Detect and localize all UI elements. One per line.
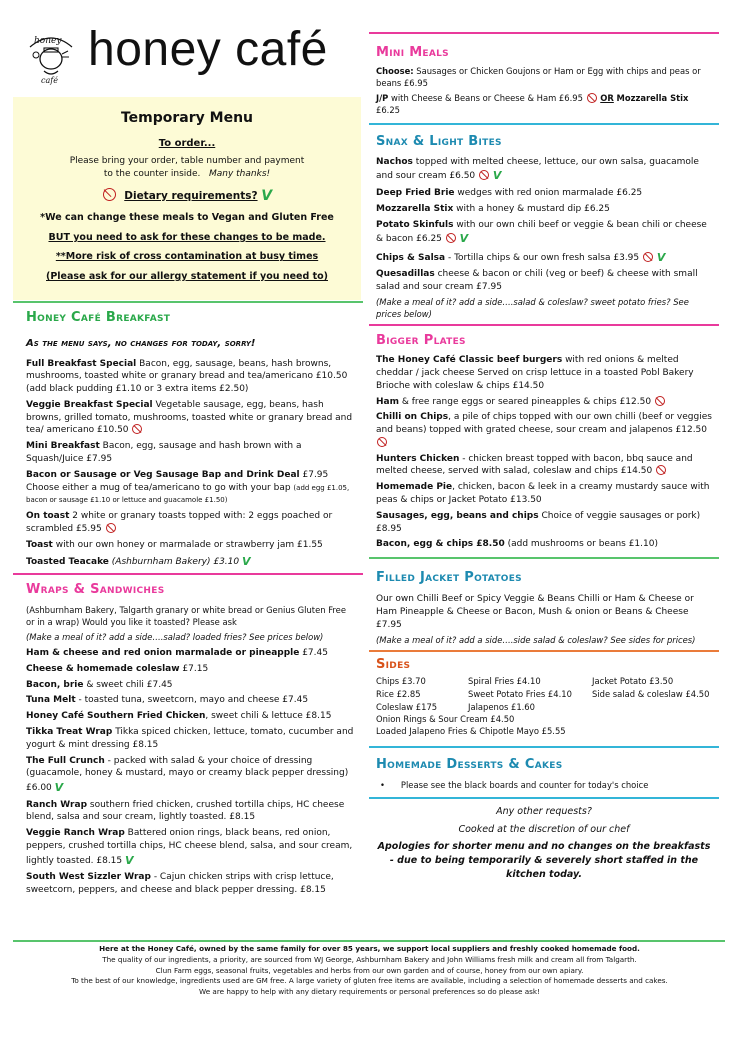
side-item: Spiral Fries £4.10 [468,676,541,687]
menu-item: Mozzarella Stix with a honey & mustard dip £6.25 [376,203,610,214]
footer [22,944,717,998]
menu-item: Full Breakfast Special Bacon, egg, sausage, beans, hash browns, mushrooms, toasted white or granary bread and tea/americano £10.50 (add black pudding £1.10 or 3 extra items £2.50) [26,358,348,395]
jacket-text: Our own Chilli Beef or Spicy Veggie & Beans Chilli or Ham & Cheese or Ham Pineapple & Cheese or Bacon, Mush & onion or Beans & Cheese £7.95 [376,594,694,631]
divider [13,573,363,575]
menu-item: Cheese & homemade coleslaw £7.15 [26,663,209,674]
contamination-note: **More risk of cross contamination at busy times [55,251,319,263]
menu-item: Toasted Teacake (Ashburnham Bakery) £3.10 V [26,555,251,569]
wraps-intro: (Ashburnham Bakery, Talgarth granary or white bread or Genius Gluten Free or in a wrap) Would you like it toasted? Please ask [26,605,346,628]
wraps-meal-note: (Make a meal of it? add a side….salad? loaded fries? See prices below) [26,632,324,643]
no-gluten-icon [479,170,489,180]
side-item: Jacket Potato £3.50 [592,676,674,687]
footer-line: Clun Farm eggs, seasonal fruits, vegetables and herbs from our own garden and of course, honey from our own apiary. [155,965,584,975]
jacket-heading: Filled Jacket Potatoes [376,570,522,586]
side-item: Chips £3.70 [376,676,426,687]
no-gluten-icon [106,523,116,533]
vegan-gf-note: *We can change these meals to Vegan and Gluten Free [40,212,334,224]
footer-line: We are happy to help with any dietary requirements or personal preferences so do please ask! [199,987,540,997]
menu-item: Deep Fried Brie wedges with red onion marmalade £6.25 [376,187,643,198]
side-item: Jalapenos £1.60 [468,702,535,712]
breakfast-heading: Honey Café Breakfast [26,310,171,325]
menu-item: Veggie Ranch Wrap Battered onion rings, black beans, red onion, peppers, crushed tortilla chips, HC cheese blend, salsa, and sour cream, lightly toasted. £8.15 V [26,828,353,867]
side-item [592,702,722,714]
menu-item: Mini Breakfast Bacon, egg, sausage and hash brown with a Squash/Juice £7.95 [26,441,302,464]
no-gluten-icon [132,424,142,434]
dietary-line [13,187,361,207]
no-gluten-icon [655,396,665,406]
chef-note: Cooked at the discretion of our chef [458,823,630,835]
no-gluten-icon [643,252,653,262]
vegan-leaf-icon: V [54,781,64,795]
order-instruction-line1: Please bring your order, table number and payment [69,156,305,167]
mini-meals-heading: Mini Meals [376,45,449,60]
desserts-note: • Please see the black boards and counter for today's choice [380,780,649,791]
menu-item: J/P with Cheese & Beans or Cheese & Ham £6.95 OR Mozzarella Stix £6.25 [376,93,689,116]
footer-line: The quality of our ingredients, a priority, are sourced from WJ George, Ashburnham Bakery and John Williams fresh milk and cream all from Talgarth. [102,954,637,964]
menu-item: The Honey Café Classic beef burgers with red onions & melted cheddar / jack cheese Served on crisp lettuce in a toasted Pobl Bakery Brioche with coleslaw & chips £14.50 [376,355,694,391]
menu-item: Sausages, egg, beans and chips Choice of veggie sausages or pork) £8.95 [376,510,701,534]
menu-item: Tikka Treat Wrap Tikka spiced chicken, lettuce, tomato, cucumber and yogurt & mint dressing £8.15 [26,727,354,750]
side-item: Loaded Jalapeno Fries & Chipotle Mayo £5.55 [376,725,566,736]
divider [369,123,719,125]
no-gluten-icon [103,188,116,201]
brand-name: honey café [88,23,328,76]
footer-line: Here at the Honey Café, owned by the same family for over 85 years, we support local suppliers and freshly cooked homemade food. [99,944,640,953]
ask-note: BUT you need to ask for these changes to be made. [48,231,326,243]
menu-item: Nachos topped with melted cheese, lettuce, our own salsa, guacamole and sour cream £6.50 V [376,156,699,183]
vegan-leaf-icon: V [656,250,666,264]
divider [369,746,719,748]
vegan-leaf-icon: V [261,187,273,204]
side-item: Coleslaw £175 [376,702,438,712]
divider [13,301,363,303]
sides-table [376,676,712,714]
bigger-plates-heading: Bigger Plates [376,332,466,348]
svg-text:honey: honey [34,36,62,46]
menu-item: Ranch Wrap southern fried chicken, crushed tortilla chips, HC cheese blend, salsa and sour cream, lightly toasted. £8.15 [26,799,345,823]
order-instruction-line2: to the counter inside. Many thanks! [103,168,271,179]
menu-item: Chilli on Chips, a pile of chips topped with our own chilli (beef or veggies and beans) topped with grated cheese, sour cream and jalapenos £12.50 [376,411,712,449]
honey-pot-logo-icon [22,27,80,85]
menu-item: Hunters Chicken - chicken breast topped with bacon, bbq sauce and melted cheese, served with salad, coleslaw and chips £14.50 [376,453,693,477]
menu-item: Ham & cheese and red onion marmalade or pineapple £7.45 [26,648,328,659]
menu-item: The Full Crunch - packed with salad & your choice of dressing (guacamole, honey & mustard, mayo or creamy black pepper dressing) £6.00 V [26,755,349,795]
menu-item: On toast 2 white or granary toasts topped with: 2 eggs poached or scrambled £5.95 [26,511,333,534]
divider [369,797,719,799]
no-gluten-icon [587,93,597,103]
divider [369,32,719,34]
snax-heading: Snax & Light Bites [376,134,502,150]
menu-item: Veggie Breakfast Special Vegetable sausage, egg, beans, hash browns, grilled tomato, mushrooms, toasted white or granary bread and tea/ americano £10.50 [26,399,353,436]
no-gluten-icon [377,437,387,447]
vegan-leaf-icon: V [242,555,251,569]
right-column [376,44,712,881]
sides-heading: Sides [376,656,411,672]
side-item: Side salad & coleslaw £4.50 [592,689,710,700]
side-item: Rice £2.85 [376,689,421,700]
menu-item: Bacon, brie & sweet chili £7.45 [26,679,173,690]
menu-item: Toast with our own honey or marmalade or strawberry jam £1.55 [26,539,323,550]
thanks-text: Many thanks! [208,168,271,179]
desserts-heading: Homemade Desserts & Cakes [376,756,563,772]
footer-line: To the best of our knowledge, ingredients used are GM free. A large variety of gluten free items are available, including a selection of homemade desserts and cakes. [71,976,668,986]
jacket-meal-note: (Make a meal of it? add a side….side salad & coleslaw? See sides for prices) [376,634,696,645]
menu-item: Quesadillas cheese & bacon or chili (veg or beef) & cheese with small salad and sour cream £7.95 [376,269,698,293]
menu-item: Homemade Pie, chicken, bacon & leek in a creamy mustardy sauce with peas & chips or Jacket Potato £13.50 [376,482,710,505]
menu-item: Choose: Sausages or Chicken Goujons or Ham or Egg with chips and peas or beans £6.95 [376,66,701,89]
divider [369,324,719,326]
menu-item: Bacon, egg & chips £8.50 (add mushrooms or beans £1.10) [376,539,658,550]
menu-item: Ham & free range eggs or seared pineapples & chips £12.50 [376,396,712,409]
menu-item: Potato Skinfuls with our own chili beef or veggie & bean chili or cheese & bacon £6.25 V [376,219,707,246]
breakfast-subhead: As the menu says, no changes for today, sorry! [26,338,256,350]
dietary-requirements: Dietary requirements? [124,189,258,202]
no-gluten-icon [656,465,666,475]
temp-menu-title: Temporary Menu [120,110,254,126]
other-requests: Any other requests? [496,806,592,818]
no-gluten-icon [446,233,456,243]
divider [369,650,719,652]
divider [369,557,719,559]
side-item: Onion Rings & Sour Cream £4.50 [376,713,515,724]
menu-item: Bacon or Sausage or Veg Sausage Bap and Drink Deal £7.95 Choose either a mug of tea/americano to go with your bap (add egg £1.05, bacon or sausage £1.10 or lettuce and guacamole £1.50) [26,469,350,505]
snax-meal-note: (Make a meal of it? add a side….salad & coleslaw? sweet potato fries? See prices below) [376,297,689,319]
vegan-leaf-icon: V [459,232,469,246]
vegan-leaf-icon: V [125,853,134,867]
apology-note: Apologies for shorter menu and no changes on the breakfasts - due to being temporarily & severely short staffed in the kitchen today. [377,841,711,880]
menu-item: Chips & Salsa - Tortilla chips & our own fresh salsa £3.95 V [376,250,666,264]
svg-text:café: café [41,76,58,85]
temporary-menu-box [13,97,361,300]
wraps-heading: Wraps & Sandwiches [26,581,165,597]
divider [13,940,725,942]
menu-item: Honey Café Southern Fried Chicken, sweet chili & lettuce £8.15 [26,711,332,722]
to-order-heading: To order... [158,137,216,149]
vegan-leaf-icon: V [492,169,502,183]
menu-item: South West Sizzler Wrap - Cajun chicken strips with crisp lettuce, sweetcorn, peppers, and cheese and black pepper dressing. £8.15 [26,872,334,896]
left-column [26,309,356,900]
menu-item: Tuna Melt - toasted tuna, sweetcorn, mayo and cheese £7.45 [26,695,309,706]
side-item: Sweet Potato Fries £4.10 [468,689,572,700]
allergy-note: (Please ask for our allergy statement if you need to) [46,270,328,282]
